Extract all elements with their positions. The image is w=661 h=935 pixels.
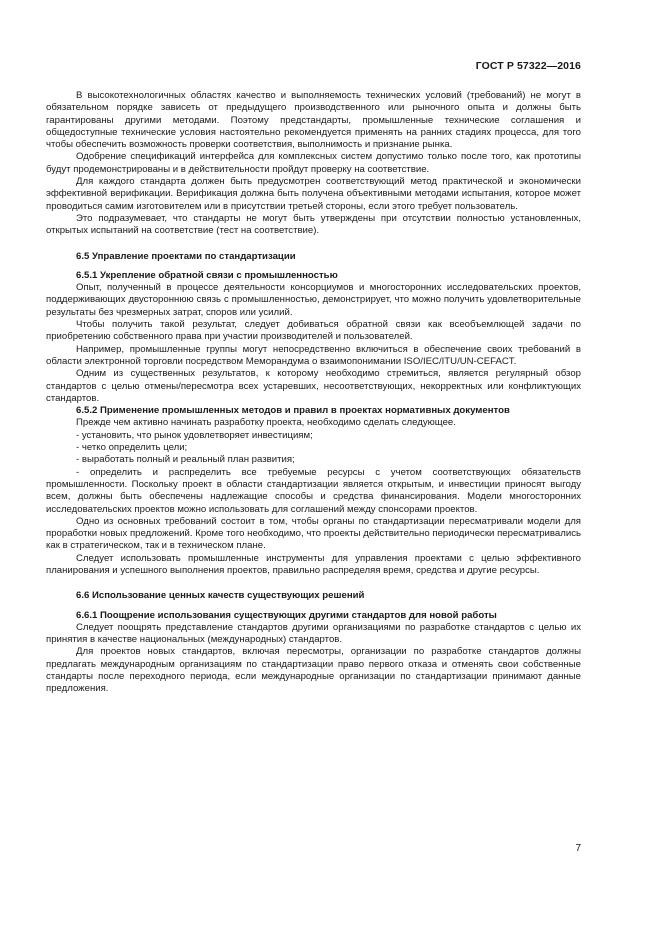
page-number: 7	[575, 843, 581, 854]
paragraph: Одобрение спецификаций интерфейса для комплексных систем допустимо только после того, как прототипы будут продемонстрированы и в действительности пройдут проверку на соответствие.	[46, 151, 581, 175]
paragraph: Для каждого стандарта должен быть предусмотрен соответствующий метод практической и экономически эффективной верификации. Верификация должна быть получена объективными методами испытания, которое может проводиться самим изготовителем или в присутствии третьей стороны, если этого требует пользователь.	[46, 176, 581, 212]
subsection-heading-6-5-1: 6.5.1 Укрепление обратной связи с промышленностью	[76, 269, 338, 281]
paragraph: Опыт, полученный в процессе деятельности консорциумов и многосторонних исследовательских проектов, поддерживающих двустороннюю связь с промышленностью, демонстрирует, что можно получить удовлетворительные результаты без чрезмерных затрат, споров или усилий.	[46, 282, 581, 318]
subsection-heading-6-5-2: 6.5.2 Применение промышленных методов и правил в проектах нормативных документов	[76, 405, 510, 417]
paragraph: Следует поощрять представление стандартов другими организациями по разработке стандартов с целью их принятия в качестве национальных (международных) стандартов.	[46, 621, 581, 646]
subsection-heading-6-6-1: 6.6.1 Поощрение использования существующих другими стандартов для новой работы	[76, 609, 497, 621]
paragraph: В высокотехнологичных областях качество и выполняемость технических условий (требований) не могут в обязательном порядке зависеть от предыдущего производственного или рыночного опыта и должны быть гарантированы другими методами. Поэтому предстандарты, промышленные технические соглашения и общедоступные технические условия настоятельно рекомендуется применять на ранних стадиях процесса, для того чтобы обеспечить возможность проверки соответствия, выполнимость и признание рынка.	[46, 90, 581, 151]
paragraph: Одним из существенных результатов, к которому необходимо стремиться, является регулярный обзор стандартов с целью отмены/пересмотра всех устаревших, несоответствующих, некорректных или конфликтующих стандартов.	[46, 368, 581, 404]
paragraph: Это подразумевает, что стандарты не могут быть утверждены при отсутствии полностью установленных, открытых испытаний на соответствие (тест на соответствие).	[46, 212, 581, 237]
section-heading-6-5: 6.5 Управление проектами по стандартизации	[76, 250, 296, 262]
list-item: - четко определить цели;	[76, 442, 188, 454]
list-item: - выработать полный и реальный план развития;	[76, 454, 295, 466]
paragraph: Чтобы получить такой результат, следует добиваться обратной связи как всеобъемлющей задачи по приобретению собственного права при участии производителей и пользователей.	[46, 319, 581, 343]
paragraph: Например, промышленные группы могут непосредственно включиться в обеспечение своих требований в области электронной торговли посредством Меморандума о взаимопонимании ISO/IEC/ITU/UN-CEFACT.	[46, 343, 581, 367]
page-content	[46, 90, 581, 696]
paragraph: Для проектов новых стандартов, включая пересмотры, организации по разработке стандартов должны предлагать международным организациям по стандартизации право первого отказа и отменять свои собственные стандарты после переходного периода, если международные организации по стандартизации принимают данные предложения.	[46, 646, 581, 695]
section-heading-6-6: 6.6 Использование ценных качеств существующих решений	[76, 590, 365, 602]
document-id: ГОСТ Р 57322—2016	[475, 60, 581, 72]
paragraph: Одно из основных требований состоит в том, чтобы органы по стандартизации пересматривали модели для проработки новых предложений. Кроме того необходимо, что проекты действительно периодически пересматривались как в стратегическом, так и в техническом плане.	[46, 515, 581, 552]
list-item: - определить и распределить все требуемые ресурсы с учетом соответствующих обязательств промышленности. Поскольку проект в области стандартизации является открытым, и инвестиции приносят выгоду всем, должны быть обеспечены надлежащие способы и средства финансирования. Модели многосторонних исследовательских проектов можно использовать для соглашений между спонсорами проектов.	[46, 466, 581, 515]
paragraph: Прежде чем активно начинать разработку проекта, необходимо сделать следующее.	[76, 417, 456, 429]
list-item: - установить, что рынок удовлетворяет инвестициям;	[76, 429, 313, 441]
paragraph: Следует использовать промышленные инструменты для управления проектами с целью эффективного планирования и успешного выполнения проектов, правильно распределяя время, средства и другие ресурсы.	[46, 552, 581, 576]
